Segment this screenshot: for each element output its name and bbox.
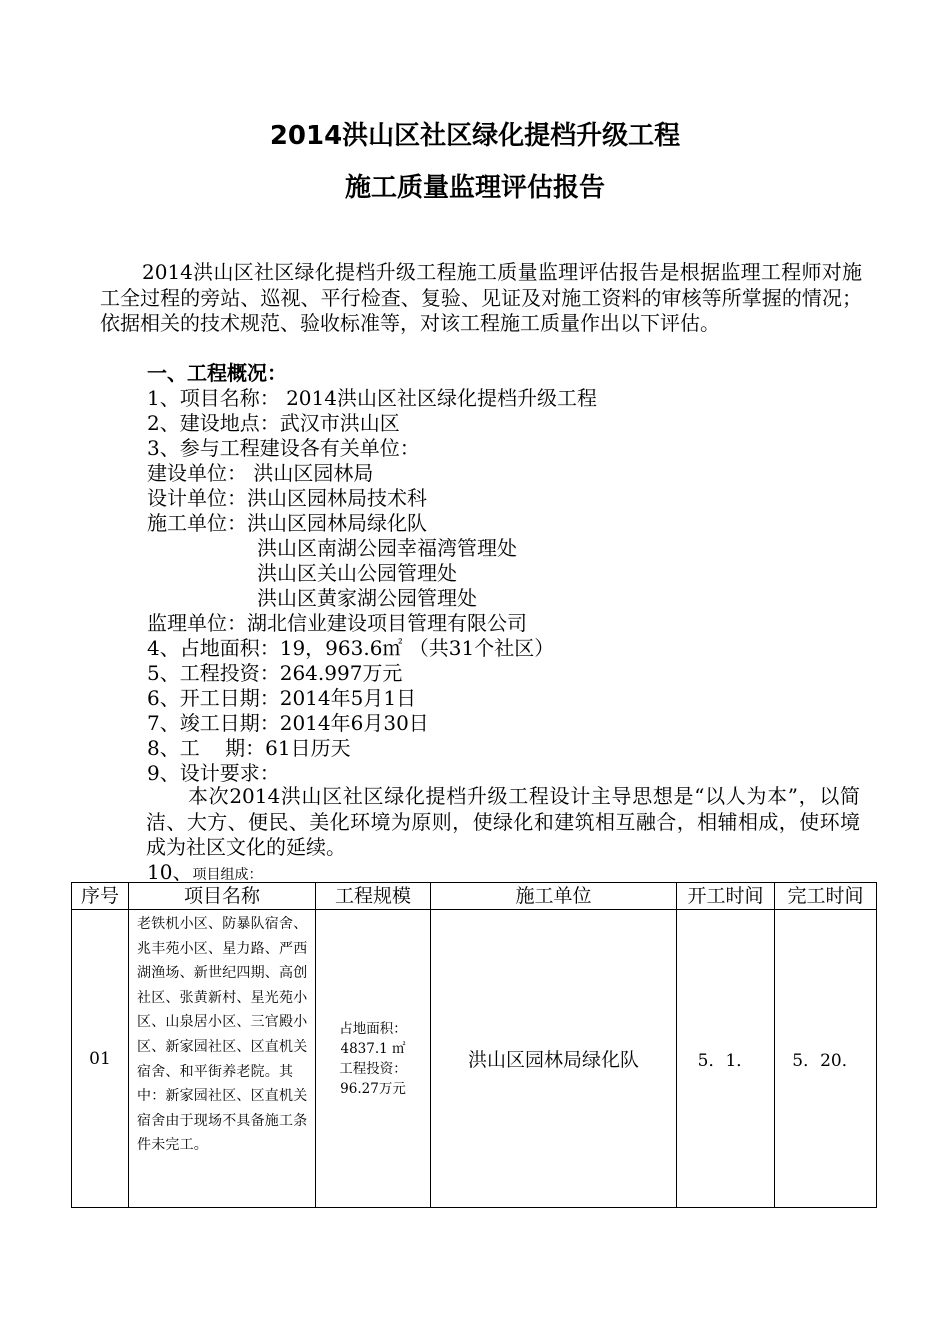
investment-line: 5、工程投资：264.997万元 [147, 661, 403, 685]
start-date-line: 6、开工日期：2014年5月1日 [147, 686, 417, 710]
constructor-line-3: 洪山区关山公园管理处 [257, 561, 457, 585]
end-date-line: 7、竣工日期：2014年6月30日 [147, 711, 429, 735]
constructor-line-2: 洪山区南湖公园幸福湾管理处 [257, 536, 517, 560]
header-construction-unit: 施工单位 [431, 883, 677, 910]
project-composition-table [71, 882, 877, 1208]
design-heading-line: 9、设计要求： [147, 761, 280, 785]
row-end-time: 5．20． [775, 910, 877, 1208]
report-title-line-1: 2014洪山区社区绿化提档升级工程 [269, 121, 681, 151]
row-project-names: 老铁机小区、防暴队宿舍、兆丰苑小区、星力路、严西湖渔场、新世纪四期、高创社区、张黄新村、星光苑小区、山泉居小区、三官殿小区、新家园社区、区直机关宿舍、和平街养老院。其中：新家园社区、区直机关宿舍由于现场不具备施工条件未完工。 [129, 910, 316, 1208]
row-number: 01 [72, 910, 129, 1208]
header-project-name: 项目名称 [129, 883, 316, 910]
table-row [72, 910, 877, 1208]
duration-line: 8、工 期：61日历天 [147, 736, 351, 760]
report-title-line-2: 施工质量监理评估报告 [344, 173, 605, 203]
header-start-time: 开工时间 [677, 883, 775, 910]
constructor-line-4: 洪山区黄家湖公园管理处 [257, 586, 477, 610]
table-header-row [72, 883, 877, 910]
composition-number: 10、 [147, 860, 193, 884]
header-no: 序号 [72, 883, 129, 910]
project-name-line: 1、项目名称： 2014洪山区社区绿化提档升级工程 [147, 386, 597, 410]
designer-line: 设计单位：洪山区园林局技术科 [147, 486, 427, 510]
area-line [147, 636, 554, 661]
row-start-time: 5．1． [677, 910, 775, 1208]
scale-area-label: 占地面积： [339, 1020, 407, 1037]
header-end-time: 完工时间 [775, 883, 877, 910]
row-construction-unit: 洪山区园林局绿化队 [431, 910, 677, 1208]
area-value: 4、占地面积：19，963.6㎡ [147, 636, 403, 660]
scale-area-value: 4837.1 ㎡ [340, 1040, 406, 1057]
row-scale [316, 910, 431, 1208]
header-scale: 工程规模 [316, 883, 431, 910]
area-community-count: （共31个社区） [408, 636, 555, 660]
composition-label: 项目组成： [192, 867, 263, 883]
units-heading-line: 3、参与工程建设各有关单位： [147, 436, 420, 460]
builder-line: 建设单位： 洪山区园林局 [147, 461, 374, 485]
supervisor-line: 监理单位：湖北信业建设项目管理有限公司 [147, 611, 527, 635]
scale-invest-label: 工程投资： [339, 1060, 407, 1077]
scale-invest-value: 96.27万元 [340, 1080, 406, 1097]
section-heading-overview: 一、工程概况： [147, 361, 287, 385]
constructor-line: 施工单位：洪山区园林局绿化队 [147, 511, 427, 535]
design-requirement-paragraph: 本次2014洪山区社区绿化提档升级工程设计主导思想是“以人为本”，以简洁、大方、便民、美化环境为原则，使绿化和建筑相互融合，相辅相成，使环境成为社区文化的延续。 [146, 784, 860, 859]
intro-paragraph: 2014洪山区社区绿化提档升级工程施工质量监理评估报告是根据监理工程师对施工全过程的旁站、巡视、平行检查、复验、见证及对施工资料的审核等所掌握的情况；依据相关的技术规范、验收标准等，对该工程施工质量作出以下评估。 [100, 260, 862, 335]
location-line: 2、建设地点：武汉市洪山区 [147, 411, 400, 435]
